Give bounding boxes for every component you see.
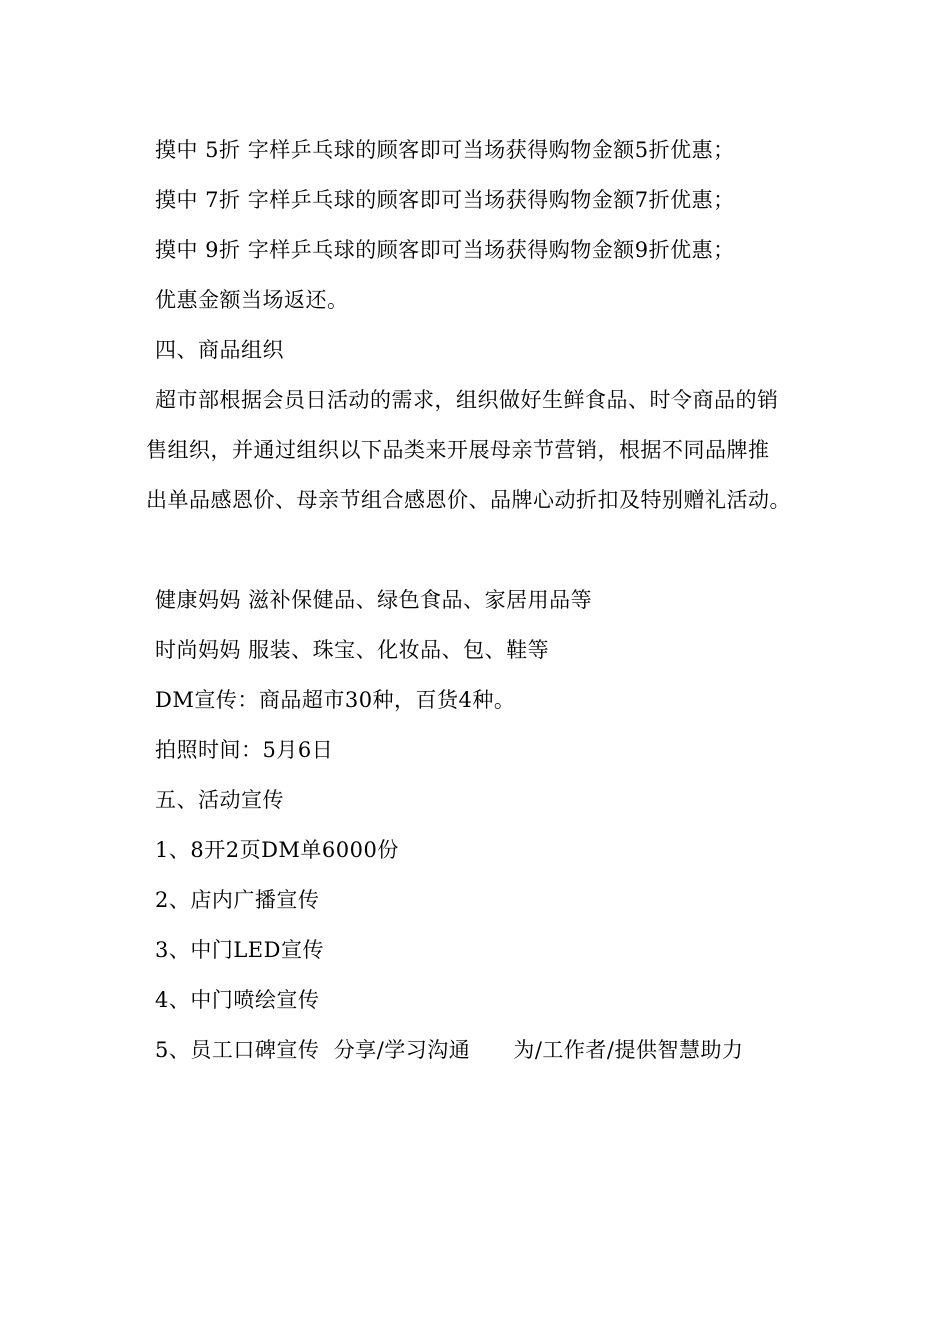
dm-promotion-line: DM宣传：商品超市30种，百货4种。 xyxy=(155,688,516,712)
promo-line-5-discount: 摸中 5折 字样乒乓球的顾客即可当场获得购物金额5折优惠； xyxy=(155,138,735,162)
category-healthy-mom: 健康妈妈 滋补保健品、绿色食品、家居用品等 xyxy=(155,588,593,612)
paragraph-line-1: 超市部根据会员日活动的需求，组织做好生鲜食品、时令商品的销 xyxy=(155,388,779,412)
publicity-item-5: 5、员工口碑宣传 分享/学习沟通 为/工作者/提供智慧助力 xyxy=(155,1038,744,1062)
photo-time-line: 拍照时间：5月6日 xyxy=(155,738,334,762)
promo-refund-note: 优惠金额当场返还。 xyxy=(155,288,349,312)
publicity-item-4: 4、中门喷绘宣传 xyxy=(155,988,320,1012)
publicity-item-3: 3、中门LED宣传 xyxy=(155,938,324,962)
category-fashion-mom: 时尚妈妈 服装、珠宝、化妆品、包、鞋等 xyxy=(155,638,550,662)
promo-line-9-discount: 摸中 9折 字样乒乓球的顾客即可当场获得购物金额9折优惠； xyxy=(155,238,735,262)
promo-line-7-discount: 摸中 7折 字样乒乓球的顾客即可当场获得购物金额7折优惠； xyxy=(155,188,735,212)
section-heading-publicity: 五、活动宣传 xyxy=(155,788,284,812)
publicity-item-2: 2、店内广播宣传 xyxy=(155,888,320,912)
publicity-item-1: 1、8开2页DM单6000份 xyxy=(155,838,399,862)
section-heading-goods: 四、商品组织 xyxy=(155,338,284,362)
paragraph-line-2: 售组织，并通过组织以下品类来开展母亲节营销，根据不同品牌推 xyxy=(146,438,770,462)
paragraph-line-3: 出单品感恩价、母亲节组合感恩价、品牌心动折扣及特别赠礼活动。 xyxy=(146,488,791,512)
